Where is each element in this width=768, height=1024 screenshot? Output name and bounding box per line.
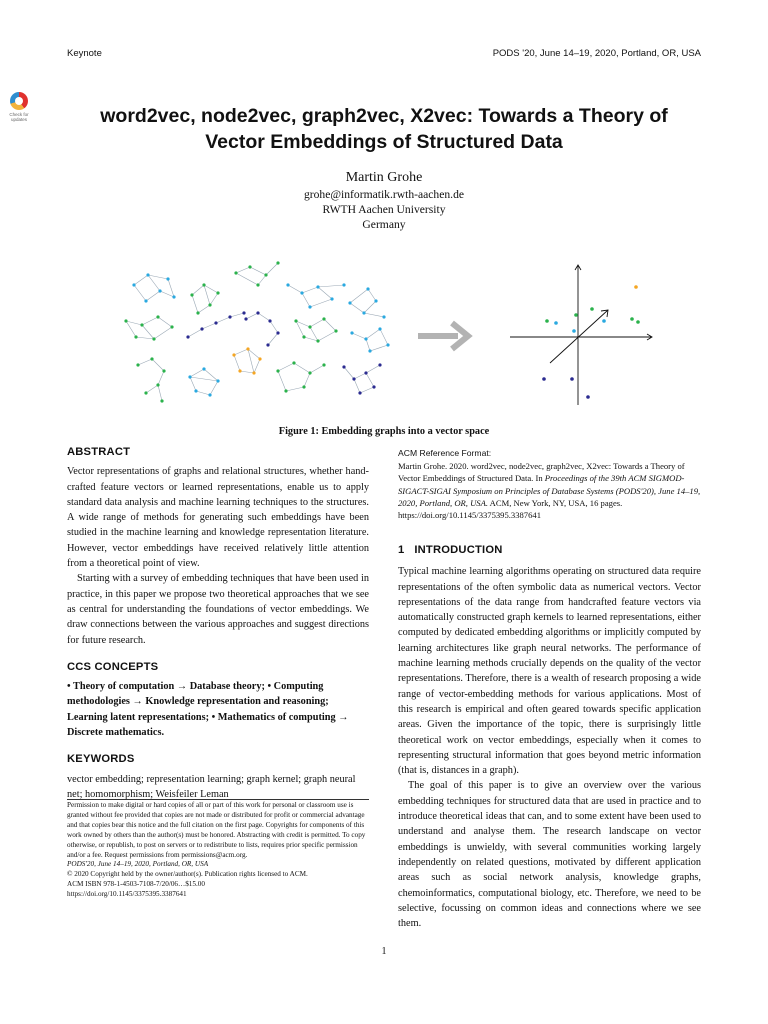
- graph-node: [166, 277, 169, 280]
- graph-node: [268, 319, 271, 322]
- graph-node: [372, 385, 375, 388]
- author-email: grohe@informatik.rwth-aachen.de: [303, 188, 465, 201]
- graph-node: [252, 371, 255, 374]
- graph-edge: [302, 293, 310, 307]
- graph-edge: [234, 349, 248, 355]
- graph-node: [366, 287, 369, 290]
- graph-node: [216, 291, 219, 294]
- graph-edge: [160, 291, 174, 297]
- author-institution: RWTH Aachen University: [322, 203, 446, 216]
- graph-node: [264, 273, 267, 276]
- intro-paragraph-2: The goal of this paper is to give an overview over the various embedding techniques for structured data that are used in practice and to introduce theoretical ideas that can, and to some extent have been used to understand and analyse them. The research landscape on vector embeddings is unwieldy, with several communities working largely independently on related questions, motivated by different application areas such as social network analysis, knowledge graphs, chemoinformatics, computational biology, etc. Therefore, we need to be selective, focussing on common ideas and connections where we see them.: [398, 780, 701, 930]
- graph-node: [158, 289, 161, 292]
- graph-edge: [344, 367, 354, 379]
- graph-edge: [310, 319, 324, 327]
- graph-edge: [278, 371, 286, 391]
- graph-collection: [126, 263, 388, 401]
- graph-node: [316, 339, 319, 342]
- embedding-arrow: [418, 323, 468, 349]
- graph-node: [228, 315, 231, 318]
- graph-edge: [366, 373, 374, 387]
- graph-node: [322, 363, 325, 366]
- graph-node: [200, 327, 203, 330]
- embedded-point: [542, 377, 546, 381]
- graph-node: [162, 369, 165, 372]
- graph-node: [266, 343, 269, 346]
- footnote-rule: [67, 799, 369, 800]
- graph-edge: [134, 275, 148, 285]
- graph-node: [368, 349, 371, 352]
- graph-edge: [138, 359, 152, 365]
- graph-edge: [210, 381, 218, 395]
- graph-node: [170, 325, 173, 328]
- graph-node: [202, 367, 205, 370]
- graph-node: [214, 321, 217, 324]
- graph-edge: [310, 299, 332, 307]
- graph-node: [124, 319, 127, 322]
- title-line-2: Vector Embeddings of Structured Data: [205, 131, 563, 153]
- graph-node: [358, 391, 361, 394]
- embedded-point: [574, 313, 578, 317]
- introduction-heading: 1 INTRODUCTION: [398, 544, 503, 556]
- graph-edge: [146, 385, 158, 393]
- graph-edge: [270, 321, 278, 333]
- permission-doi-link[interactable]: https://doi.org/10.1145/3375395.3387641: [67, 890, 187, 899]
- graph-edge: [142, 317, 158, 325]
- graph-edge: [258, 275, 266, 285]
- author-name: Martin Grohe: [345, 170, 423, 185]
- graph-edge: [368, 289, 376, 301]
- graph-edge: [258, 313, 270, 321]
- permission-block: [67, 801, 369, 900]
- graph-node: [294, 319, 297, 322]
- graph-edge: [158, 385, 162, 401]
- graph-node: [382, 315, 385, 318]
- graph-edge: [240, 371, 254, 373]
- graph-node: [308, 371, 311, 374]
- check-badge-label-1: Check for: [9, 112, 29, 117]
- graph-edge: [190, 369, 204, 377]
- title-line-1: word2vec, node2vec, graph2vec, X2vec: Towards a Theory of: [100, 105, 668, 127]
- graph-edge: [296, 321, 310, 327]
- graph-edge: [234, 355, 240, 371]
- embedded-point: [602, 319, 606, 323]
- ccs-heading: CCS CONCEPTS: [67, 660, 159, 673]
- acm-reference: [398, 447, 701, 521]
- graph-node: [330, 297, 333, 300]
- graph-node: [286, 283, 289, 286]
- permission-copyright: © 2020 Copyright held by the owner/author(s). Publication rights licensed to ACM.: [67, 870, 308, 879]
- paper-title: [70, 103, 698, 155]
- graph-edge: [202, 323, 216, 329]
- graph-edge: [154, 327, 172, 339]
- graph-edge: [192, 285, 204, 295]
- permission-isbn: ACM ISBN 978-1-4503-7108-7/20/06…$15.00: [67, 880, 205, 889]
- graph-edge: [318, 287, 332, 299]
- graph-edge: [286, 387, 304, 391]
- graph-edge: [158, 371, 164, 385]
- graph-node: [190, 293, 193, 296]
- graph-edge: [318, 331, 336, 341]
- graph-node: [136, 363, 139, 366]
- graph-node: [362, 311, 365, 314]
- graph-node: [196, 311, 199, 314]
- graph-edge: [352, 333, 366, 339]
- graph-edge: [364, 301, 376, 313]
- graph-node: [300, 291, 303, 294]
- graph-node: [186, 335, 189, 338]
- graph-edge: [268, 333, 278, 345]
- graph-edge: [354, 373, 366, 379]
- abstract-paragraph-1: Vector representations of graphs and relational structures, whether hand-crafted feature vectors or learned representations, enable us to apply standard data analysis and machine learning techniques to the structures. A wide range of methods for generating such embeddings have been studied in the machine learning and knowledge representation literature. However, vector embeddings have received relatively little attention from a theoretical point of view.: [67, 466, 369, 570]
- permission-venue: PODS'20, June 14–19, 2020, Portland, OR, USA: [67, 860, 209, 869]
- graph-node: [258, 357, 261, 360]
- graph-edge: [146, 291, 160, 301]
- graph-edge: [236, 267, 250, 273]
- graph-node: [234, 271, 237, 274]
- graph-edge: [324, 319, 336, 331]
- graph-node: [302, 335, 305, 338]
- check-for-updates-badge[interactable]: [6, 92, 32, 122]
- graph-node: [302, 385, 305, 388]
- embedded-point: [630, 317, 634, 321]
- graph-node: [276, 261, 279, 264]
- graph-edge: [188, 329, 202, 337]
- graph-edge: [318, 285, 344, 287]
- graph-node: [276, 331, 279, 334]
- acm-ref-heading: ACM Reference Format:: [398, 448, 492, 458]
- permission-text: Permission to make digital or hard copies of all or part of this work for personal or classroom use is granted without fee provided that copies are not made or distributed for profit or commercial advantage and that copies bear this notice and the full citation on the first page. Copyrights for components of this work owned by others than the author(s) must be honored. Abstracting with credit is permitted. To copy otherwise, or republish, to post on servers or to redistribute to lists, requires prior specific permission and/or a fee. Request permissions from permissions@acm.org.: [67, 801, 366, 859]
- graph-edge: [198, 305, 210, 313]
- graph-edge: [302, 287, 318, 293]
- intro-paragraph-1: Typical machine learning algorithms operating on structured data require representations of the often symbolic data as numerical vectors. Vector representations of the data range from handcrafted feature vectors via automatically constructed graph kernels to learned representations, either computed by dedicated embedding algorithms or implicitly computed by learning architectures like graph neural networks. The performance of machine learning methods crucially depends on the quality of the vector representations. Therefore, there is a wealth of research proposing a wide range of vector-embedding methods for various applications. Most of this research is empirical and often geared towards specific application areas. Given the importance of the topic, there is surprisingly little theoretical work on vector embeddings, especially when it comes to representing structural information that goes beyond metric information (that is, distances in a graph).: [398, 566, 701, 777]
- graph-node: [188, 375, 191, 378]
- graph-edge: [294, 363, 310, 373]
- graph-node: [202, 283, 205, 286]
- page-number: 1: [381, 946, 387, 957]
- author-country: Germany: [362, 218, 406, 231]
- graph-edge: [278, 363, 294, 371]
- left-column: [67, 445, 369, 802]
- graph-edge: [134, 285, 146, 301]
- graph-edge: [236, 273, 258, 285]
- graph-edge: [370, 345, 388, 351]
- graph-node: [308, 305, 311, 308]
- graph-edge: [250, 267, 266, 275]
- graph-edge: [216, 317, 230, 323]
- graph-node: [246, 347, 249, 350]
- graph-node: [140, 323, 143, 326]
- graph-node: [144, 391, 147, 394]
- graph-node: [374, 299, 377, 302]
- graph-node: [364, 337, 367, 340]
- embedded-point: [590, 307, 594, 311]
- graph-edge: [354, 379, 360, 393]
- graph-node: [134, 335, 137, 338]
- embedded-point: [572, 329, 576, 333]
- graph-node: [322, 317, 325, 320]
- graph-edge: [148, 275, 160, 291]
- graph-edge: [168, 279, 174, 297]
- graph-edge: [310, 365, 324, 373]
- graph-edge: [246, 313, 258, 319]
- vector-space-axes: [510, 265, 652, 405]
- graph-edge: [366, 329, 380, 339]
- graph-edge: [350, 289, 368, 303]
- graph-node: [172, 295, 175, 298]
- keywords-heading: KEYWORDS: [67, 753, 135, 766]
- graph-node: [144, 299, 147, 302]
- graph-node: [208, 393, 211, 396]
- graph-node: [194, 389, 197, 392]
- graph-node: [256, 283, 259, 286]
- graph-node: [352, 377, 355, 380]
- graph-node: [386, 343, 389, 346]
- abstract-heading: ABSTRACT: [67, 446, 131, 458]
- graph-edge: [296, 321, 304, 337]
- graph-node: [276, 369, 279, 372]
- figure-graph-embedding: [118, 255, 658, 415]
- graph-edge: [190, 377, 196, 391]
- graph-edge: [380, 329, 388, 345]
- graph-node: [216, 379, 219, 382]
- running-header-left: Keynote: [67, 48, 102, 59]
- graph-node: [244, 317, 247, 320]
- graph-node: [146, 273, 149, 276]
- graph-node: [132, 283, 135, 286]
- graph-node: [378, 363, 381, 366]
- graph-edge: [248, 349, 254, 373]
- graph-node: [334, 329, 337, 332]
- right-column: [398, 543, 701, 931]
- graph-node: [156, 315, 159, 318]
- graph-node: [308, 325, 311, 328]
- graph-node: [364, 371, 367, 374]
- embedded-point: [554, 321, 558, 325]
- ccs-text: • Theory of computation → Database theory; • Computing methodologies → Knowledge representation and reasoning; Learning latent representations; • Mathematics of computing → Discrete mathematics.: [67, 681, 349, 739]
- graph-node: [152, 337, 155, 340]
- graph-edge: [266, 263, 278, 275]
- graph-node: [342, 365, 345, 368]
- graph-node: [150, 357, 153, 360]
- graph-node: [242, 311, 245, 314]
- abstract-paragraph-2: Starting with a survey of embedding techniques that have been used in practice, in this paper we propose two theoretical approaches that we see as central for understanding the foundations of vector embeddings. We draw connections between the various approaches and suggest directions for future research.: [67, 573, 369, 646]
- graph-edge: [152, 359, 164, 371]
- graph-node: [316, 285, 319, 288]
- figure-caption: Figure 1: Embedding graphs into a vector space: [278, 426, 490, 437]
- graph-node: [350, 331, 353, 334]
- graph-edge: [248, 349, 260, 359]
- graph-edge: [360, 387, 374, 393]
- graph-edge: [366, 365, 380, 373]
- graph-edge: [350, 303, 364, 313]
- embedded-point: [570, 377, 574, 381]
- graph-edge: [288, 285, 302, 293]
- graph-edge: [210, 293, 218, 305]
- keywords-text: vector embedding; representation learning; graph kernel; graph neural net; homomorphism; Weisfeiler Leman: [67, 773, 356, 800]
- graph-edge: [196, 391, 210, 395]
- embedded-point: [586, 395, 590, 399]
- graph-edge: [364, 313, 384, 317]
- graph-node: [284, 389, 287, 392]
- graph-edge: [192, 295, 198, 313]
- embedded-points: [542, 285, 640, 399]
- graph-node: [232, 353, 235, 356]
- graph-edge: [304, 373, 310, 387]
- graph-node: [378, 327, 381, 330]
- graph-node: [348, 301, 351, 304]
- graph-edge: [230, 313, 244, 317]
- graph-edge: [142, 325, 154, 339]
- graph-edge: [254, 359, 260, 373]
- embedded-point: [634, 285, 638, 289]
- graph-node: [208, 303, 211, 306]
- acm-ref-text-a: Martin Grohe. 2020. word2vec, node2vec, graph2vec, X2vec: Towards a Theory of Vector Embeddings of Structured Data. In: [398, 461, 685, 484]
- running-header-right: PODS '20, June 14–19, 2020, Portland, OR, USA: [492, 48, 701, 59]
- embedded-point: [636, 320, 640, 324]
- acm-ref-text-c: ACM, New York, NY, USA, 16 pages. https://doi.org/10.1145/3375395.3387641: [398, 497, 623, 521]
- acm-ref-text-b: Proceedings of the 39th ACM SIGMOD-SIGACT-SIGAI Symposium on Principles of Database Systems (PODS'20), June 14–19, 2020, Portland, OR, USA.: [398, 473, 701, 508]
- graph-edge: [366, 339, 370, 351]
- graph-edge: [136, 337, 154, 339]
- graph-node: [342, 283, 345, 286]
- graph-node: [292, 361, 295, 364]
- embedded-point: [545, 319, 549, 323]
- graph-node: [156, 383, 159, 386]
- check-for-updates-icon: [10, 92, 28, 110]
- graph-node: [238, 369, 241, 372]
- graph-edge: [158, 317, 172, 327]
- graph-node: [160, 399, 163, 402]
- graph-node: [256, 311, 259, 314]
- check-badge-label-2: updates: [10, 117, 27, 122]
- graph-node: [248, 265, 251, 268]
- graph-edge: [148, 275, 168, 279]
